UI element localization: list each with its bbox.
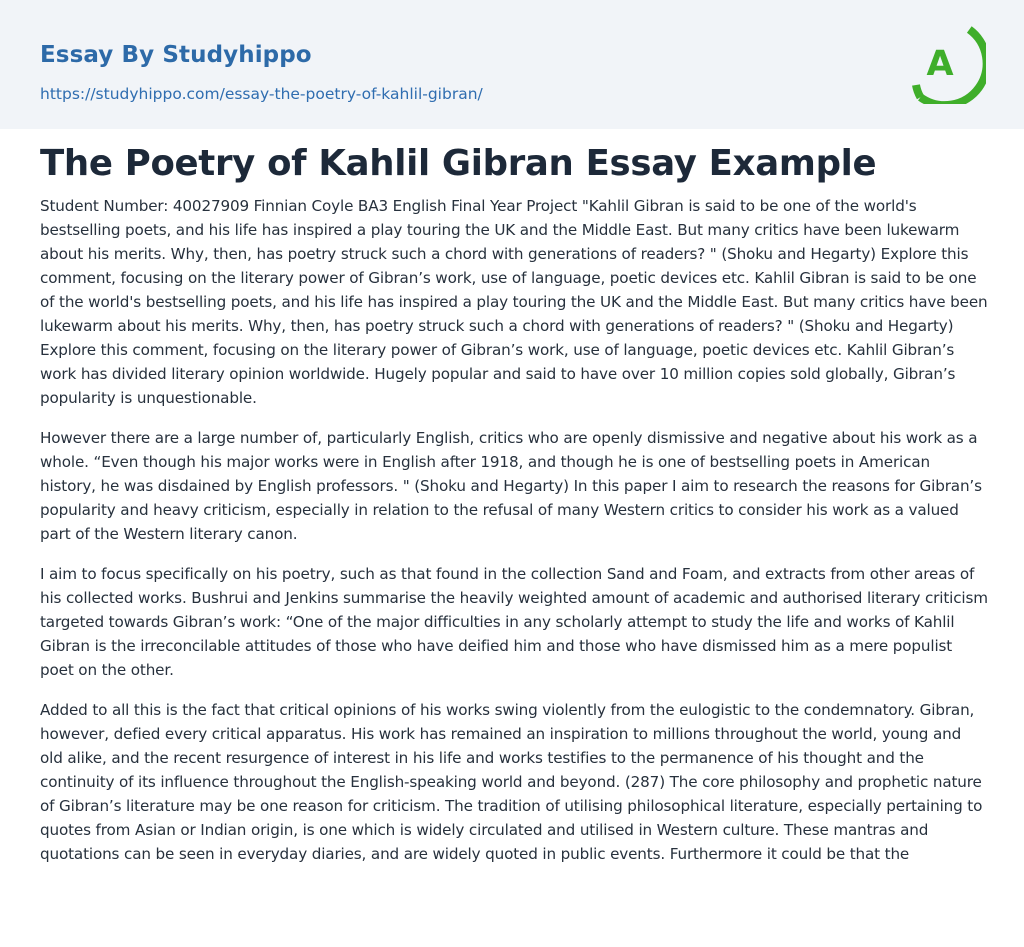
essay-paragraph: Added to all this is the fact that critical opinions of his works swing violently from the eulogistic to the condemnatory. Gibran, however, defied every critical apparatus. His work has remained an inspiration to millions throughout the world, young and old alike, and the recent resurgence of interest in his life and works testifies to the permanence of his thought and the continuity of its influence throughout the English-speaking world and beyond. (287) The core philosophy and prophetic nature of Gibran’s literature may be one reason for criticism. The tradition of utilising philosophical literature, especially pertaining to quotes from Asian or Indian origin, is one which is widely circulated and utilised in Western culture. These mantras and quotations can be seen in everyday diaries, and are widely quoted in public events. Furthermore it could be that the bbox=[40, 701, 983, 863]
essay-body bbox=[40, 194, 988, 882]
studyhippo-logo-icon[interactable] bbox=[912, 20, 986, 104]
essay-paragraph: However there are a large number of, particularly English, critics who are openly dismissive and negative about his work as a whole. “Even though his major works were in English after 1918, and though he is one of bestselling poets in American history, he was disdained by English professors. " (Shoku and Hegarty) In this paper I aim to research the reasons for Gibran’s popularity and heavy criticism, especially in relation to the refusal of many Western critics to consider his work as a valued part of the Western literary canon. bbox=[40, 429, 982, 543]
site-brand[interactable]: Essay By Studyhippo bbox=[40, 42, 312, 68]
logo-letter: A bbox=[926, 44, 954, 84]
site-header bbox=[0, 0, 1024, 129]
essay-paragraph: Student Number: 40027909 Finnian Coyle BA3 English Final Year Project "Kahlil Gibran is said to be one of the world's bestselling poets, and his life has inspired a play touring the UK and the Middle East. But many critics have been lukewarm about his merits. Why, then, has poetry struck such a chord with generations of readers? " (Shoku and Hegarty) Explore this comment, focusing on the literary power of Gibran’s work, use of language, poetic devices etc. Kahlil Gibran is said to be one of the world's bestselling poets, and his life has inspired a play touring the UK and the Middle East. But many critics have been lukewarm about his merits. Why, then, has poetry struck such a chord with generations of readers? " (Shoku and Hegarty) Explore this comment, focusing on the literary power of Gibran’s work, use of language, poetic devices etc. Kahlil Gibran’s work has divided literary opinion worldwide. Hugely popular and said to have over 10 million copies sold globally, Gibran’s popularity is unquestionable. bbox=[40, 197, 988, 407]
source-url-link[interactable]: https://studyhippo.com/essay-the-poetry-of-kahlil-gibran/ bbox=[40, 85, 483, 103]
essay-title: The Poetry of Kahlil Gibran Essay Example bbox=[40, 143, 877, 184]
essay-paragraph: I aim to focus specifically on his poetry, such as that found in the collection Sand and Foam, and extracts from other areas of his collected works. Bushrui and Jenkins summarise the heavily weighted amount of academic and authorised literary criticism targeted towards Gibran’s work: “One of the major difficulties in any scholarly attempt to study the life and works of Kahlil Gibran is the irreconcilable attitudes of those who have deified him and those who have dismissed him as a mere populist poet on the other. bbox=[40, 565, 988, 679]
